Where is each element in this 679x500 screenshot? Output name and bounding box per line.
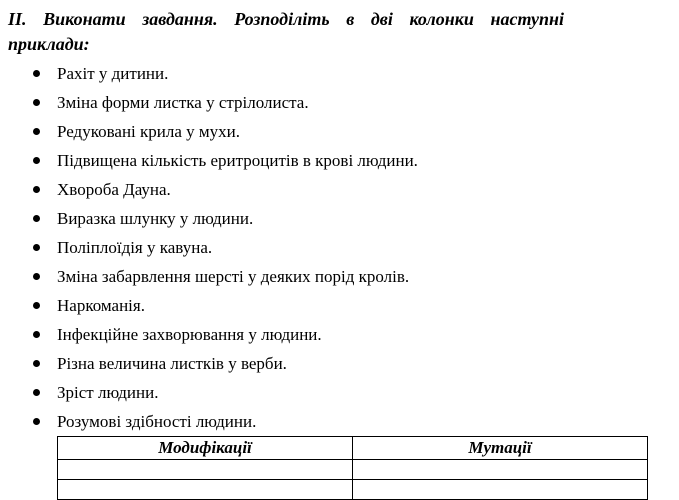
task-heading-line-1: ІІ. Виконати завдання. Розподіліть в дві колонки наступні xyxy=(8,9,564,29)
table-row xyxy=(58,480,648,500)
table-header-row xyxy=(58,437,648,460)
classification-table xyxy=(57,436,648,500)
bullet-icon xyxy=(33,128,40,135)
list-item-text: Редуковані крила у мухи. xyxy=(57,122,241,141)
bullet-icon xyxy=(33,244,40,251)
bullet-icon xyxy=(33,157,40,164)
table-cell[interactable] xyxy=(353,480,648,500)
bullet-icon xyxy=(33,273,40,280)
table-cell[interactable] xyxy=(58,460,353,480)
bullet-icon xyxy=(33,331,40,338)
table-cell[interactable] xyxy=(353,460,648,480)
table-row xyxy=(58,460,648,480)
column-header-modifications: Модифікації xyxy=(58,437,353,460)
bullet-icon xyxy=(33,215,40,222)
table-cell[interactable] xyxy=(58,480,353,500)
list-item-text: Хвороба Дауна. xyxy=(57,180,171,199)
bullet-icon xyxy=(33,186,40,193)
task-heading-line-2: приклади: xyxy=(8,34,90,54)
bullet-icon xyxy=(33,302,40,309)
bullet-icon xyxy=(33,70,40,77)
list-item-text: Рахіт у дитини. xyxy=(57,64,169,83)
bullet-icon xyxy=(33,418,40,425)
bullet-icon xyxy=(33,389,40,396)
list-item-text: Зріст людини. xyxy=(57,383,159,402)
list-item-text: Інфекційне захворювання у людини. xyxy=(57,325,322,344)
list-item-text: Різна величина листків у верби. xyxy=(57,354,287,373)
task-heading xyxy=(8,7,564,57)
bullet-icon xyxy=(33,99,40,106)
list-item-text: Розумові здібності людини. xyxy=(57,412,257,431)
bullet-icon xyxy=(33,360,40,367)
list-item-text: Зміна форми листка у стрілолиста. xyxy=(57,93,309,112)
list-item-text: Виразка шлунку у людини. xyxy=(57,209,254,228)
list-item-text: Наркоманія. xyxy=(57,296,145,315)
list-item-text: Підвищена кількість еритроцитів в крові людини. xyxy=(57,151,418,170)
list-item-text: Зміна забарвлення шерсті у деяких порід кролів. xyxy=(57,267,410,286)
column-header-mutations: Мутації xyxy=(353,437,648,460)
list-item-text: Поліплоїдія у кавуна. xyxy=(57,238,213,257)
